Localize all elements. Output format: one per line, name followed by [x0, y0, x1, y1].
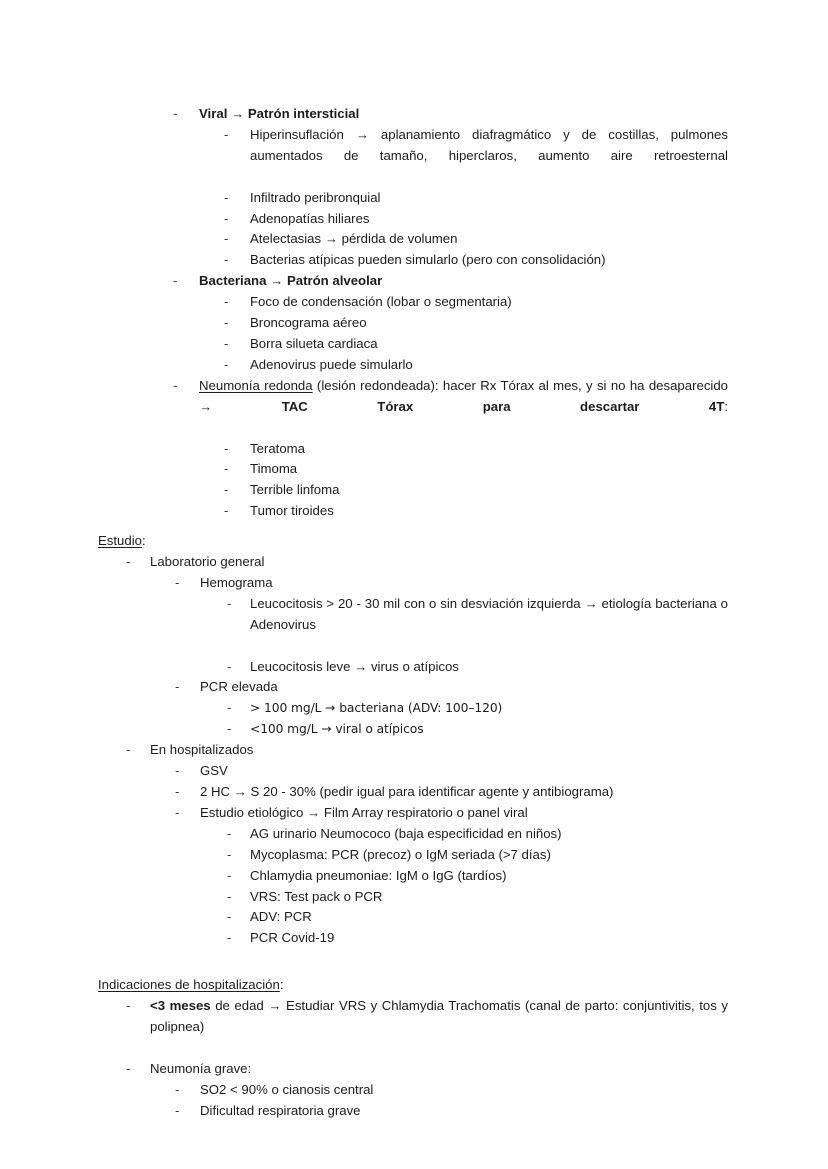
bullet-dash-icon: -: [224, 252, 229, 268]
list-item: [173, 376, 728, 439]
list-item-text: Estudio etiológico → Film Array respiratorio o panel viral: [200, 804, 528, 820]
list-item: [224, 355, 728, 376]
list-item-text: Leucocitosis > 20 - 30 mil con o sin desviación izquierda → etiología bacteriana o Adenovirus: [250, 595, 728, 632]
list-item: [224, 188, 728, 209]
bullet-dash-icon: -: [175, 1102, 180, 1118]
list-item: [175, 782, 728, 803]
list-item-text: Hemograma: [200, 574, 273, 590]
list-item-text: ADV: PCR: [250, 909, 312, 925]
bullet-dash-icon: -: [224, 440, 229, 456]
bullet-dash-icon: -: [224, 231, 229, 247]
bullet-dash-icon: -: [173, 273, 178, 289]
bullet-dash-icon: -: [224, 315, 229, 331]
bullet-dash-icon: -: [224, 189, 229, 205]
list-item: [224, 209, 728, 230]
list-item-text: Bacteriana → Patrón alveolar: [199, 273, 383, 289]
list-item-text: Mycoplasma: PCR (precoz) o IgM seriada (>7 días): [250, 846, 551, 862]
list-item-text: [150, 996, 728, 1059]
bullet-dash-icon: -: [224, 294, 229, 310]
section-spacer: [98, 522, 728, 531]
list-item: [175, 1080, 728, 1101]
heading-suffix: :: [279, 977, 284, 993]
list-item: [227, 657, 728, 678]
section-heading-indicaciones-hospitalizacion: [98, 975, 728, 996]
underlined-text: Neumonía redonda: [199, 377, 313, 393]
bullet-dash-icon: -: [173, 106, 178, 121]
list-item: [224, 292, 728, 313]
section-patrones-radiologicos: [98, 104, 728, 522]
bullet-dash-icon: -: [227, 867, 232, 883]
bold-text: TAC Tórax para descartar 4T: [281, 398, 725, 414]
list-item: [224, 313, 728, 334]
list-item-text: Bacterias atípicas pueden simularlo (pero con consolidación): [250, 252, 606, 268]
bullet-dash-icon: -: [224, 461, 229, 477]
list-item-text: Neumonía grave:: [150, 1060, 252, 1076]
list-item: [175, 803, 728, 824]
bullet-dash-icon: -: [224, 356, 229, 372]
list-item-text: Leucocitosis leve → virus o atípicos: [250, 658, 459, 674]
list-item-text: Borra silueta cardiaca: [250, 335, 378, 351]
list-item-text: Infiltrado peribronquial: [250, 189, 381, 205]
list-item: [175, 573, 728, 594]
bullet-dash-icon: -: [224, 482, 229, 498]
list-item-text: SO2 < 90% o cianosis central: [200, 1081, 374, 1097]
list-item: [227, 928, 728, 949]
list-item: [227, 824, 728, 845]
list-item-text: Hiperinsuflación → aplanamiento diafragmático y de costillas, pulmones aumentados de tamaño, hiperclaros, aumento aire retroesternal: [250, 126, 728, 163]
section-spacer: [98, 949, 728, 975]
list-item: [227, 845, 728, 866]
document-body: [98, 104, 728, 1122]
bullet-dash-icon: -: [175, 784, 180, 799]
list-item-text: Foco de condensación (lobar o segmentaria): [250, 294, 512, 310]
bullet-dash-icon: -: [224, 335, 229, 351]
bullet-dash-icon: -: [227, 909, 232, 925]
plain-text: :: [724, 398, 728, 414]
bullet-dash-icon: -: [227, 846, 232, 862]
bullet-dash-icon: -: [227, 888, 232, 904]
list-item: [224, 125, 728, 188]
bullet-dash-icon: -: [227, 930, 232, 946]
list-item: [175, 677, 728, 698]
list-item: [227, 719, 728, 740]
list-item: [126, 1059, 728, 1080]
bullet-dash-icon: -: [175, 574, 180, 590]
list-item: [224, 501, 728, 522]
bullet-dash-icon: -: [126, 1060, 131, 1076]
list-item: [227, 594, 728, 657]
bullet-dash-icon: -: [227, 700, 232, 716]
list-item: [126, 552, 728, 573]
list-item-text: Teratoma: [250, 440, 305, 456]
bullet-dash-icon: -: [227, 825, 232, 841]
list-item: [224, 229, 728, 250]
list-item-text: Terrible linfoma: [250, 482, 340, 498]
bullet-dash-icon: -: [126, 742, 131, 758]
list-item: [173, 271, 728, 292]
list-item-text: Broncograma aéreo: [250, 315, 367, 331]
list-item-text: > 100 mg/L → bacteriana (ADV: 100–120): [250, 701, 503, 716]
list-item: [224, 334, 728, 355]
list-item-text: GSV: [200, 763, 228, 779]
list-item-text: Timoma: [250, 461, 298, 477]
list-item: [227, 866, 728, 887]
section-estudio: [98, 522, 728, 949]
section-indicaciones-hospitalizacion: [98, 949, 728, 1121]
list-item-text: Tumor tiroides: [250, 503, 334, 519]
list-item-text: Dificultad respiratoria grave: [200, 1102, 361, 1118]
list-item: [224, 439, 728, 460]
list-item-text: [199, 376, 728, 439]
bold-text: <3 meses: [150, 998, 211, 1014]
bullet-dash-icon: -: [175, 679, 180, 695]
bullet-dash-icon: -: [175, 1081, 180, 1097]
list-item-text: Atelectasias → pérdida de volumen: [250, 231, 458, 247]
list-item: [126, 996, 728, 1059]
plain-text: de edad → Estudiar VRS y Chlamydia Trachomatis (canal de parto: conjuntivitis, tos y polipnea): [150, 998, 728, 1035]
plain-text: (lesión redondeada): hacer Rx Tórax al mes, y si no ha desaparecido →: [199, 377, 729, 414]
list-item: [173, 104, 728, 125]
list-item: [175, 1101, 728, 1122]
bullet-dash-icon: -: [227, 658, 232, 674]
heading-text: Estudio: [98, 533, 142, 549]
list-item-text: En hospitalizados: [150, 742, 254, 758]
list-item-text: Adenopatías hiliares: [250, 210, 370, 226]
list-item: [175, 761, 728, 782]
list-item: [227, 887, 728, 908]
bullet-dash-icon: -: [224, 210, 229, 226]
list-item: [224, 250, 728, 271]
bullet-dash-icon: -: [175, 763, 180, 779]
list-item-text: Chlamydia pneumoniae: IgM o IgG (tardíos): [250, 867, 507, 883]
list-item-text: AG urinario Neumococo (baja especificidad en niños): [250, 825, 562, 841]
bullet-dash-icon: -: [227, 595, 232, 611]
list-item: [227, 698, 728, 719]
list-item-text: VRS: Test pack o PCR: [250, 888, 383, 904]
list-item-text: 2 HC → S 20 - 30% (pedir igual para identificar agente y antibiograma): [200, 784, 614, 799]
list-item: [227, 907, 728, 928]
bullet-dash-icon: -: [224, 126, 229, 142]
bullet-dash-icon: -: [126, 998, 131, 1014]
list-item: [224, 459, 728, 480]
bullet-dash-icon: -: [227, 721, 232, 737]
heading-text: Indicaciones de hospitalización: [98, 977, 280, 993]
list-item-text: PCR Covid-19: [250, 930, 335, 946]
bullet-dash-icon: -: [224, 503, 229, 519]
list-item: [126, 740, 728, 761]
list-item-text: <100 mg/L → viral o atípicos: [250, 722, 424, 737]
list-item: [224, 480, 728, 501]
bullet-dash-icon: -: [175, 804, 180, 820]
list-item-text: Laboratorio general: [150, 554, 265, 570]
list-item-text: Viral → Patrón intersticial: [199, 106, 360, 121]
list-item-text: Adenovirus puede simularlo: [250, 356, 413, 372]
bullet-dash-icon: -: [173, 377, 178, 393]
bullet-dash-icon: -: [126, 554, 131, 570]
list-item-text: PCR elevada: [200, 679, 278, 695]
section-heading-estudio: [98, 531, 728, 552]
heading-suffix: :: [142, 533, 146, 549]
